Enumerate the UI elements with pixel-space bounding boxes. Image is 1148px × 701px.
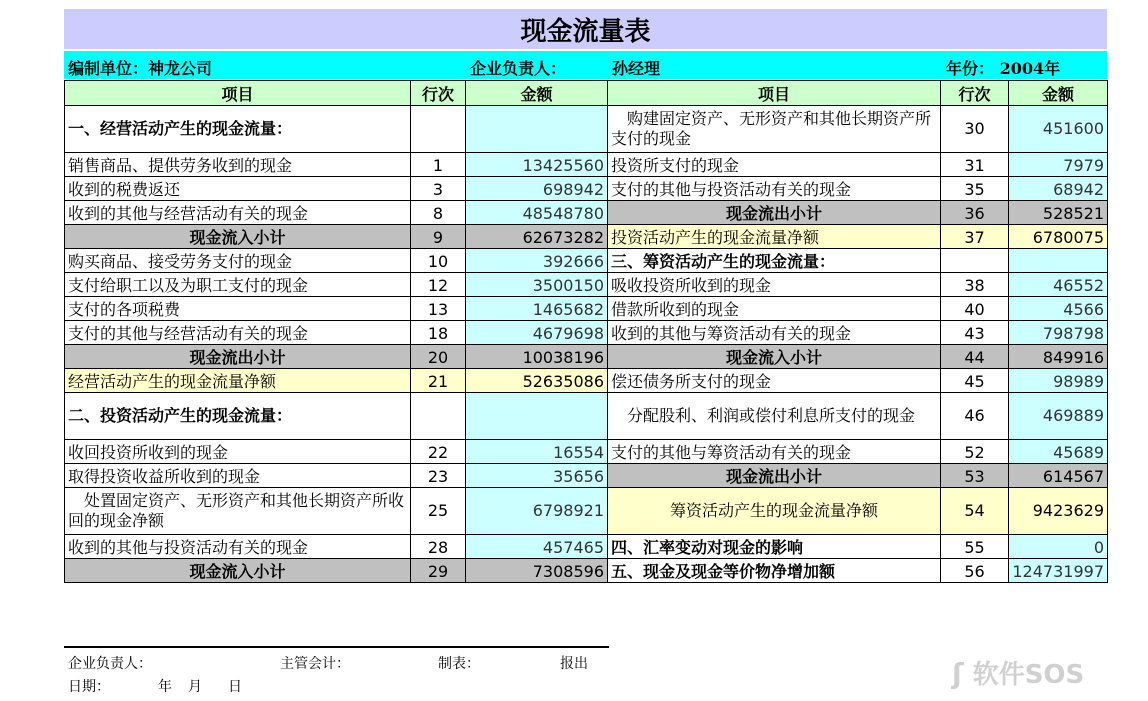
subtotal-label: 现金流入小计 xyxy=(65,225,411,249)
line-no: 28 xyxy=(411,535,466,559)
line-no: 40 xyxy=(941,297,1009,321)
footer-year: 年 xyxy=(158,679,172,695)
footer-report: 报出 xyxy=(560,656,588,672)
amount-cell[interactable]: 4566 xyxy=(1009,297,1108,321)
table-row xyxy=(65,535,1108,559)
table-header-row xyxy=(65,81,1108,106)
manager-name: 孙经理 xyxy=(612,59,661,78)
amount-cell[interactable] xyxy=(1009,249,1108,273)
item-cell: 支付的其他与投资活动有关的现金 xyxy=(608,177,941,201)
header-amount: 金额 xyxy=(1009,81,1108,106)
subtotal-amount: 10038196 xyxy=(466,345,608,369)
line-no: 36 xyxy=(941,201,1009,225)
amount-cell[interactable]: 48548780 xyxy=(466,201,608,225)
line-no: 22 xyxy=(411,440,466,464)
item-cell: 收到的税费返还 xyxy=(65,177,411,201)
table-row xyxy=(65,273,1108,297)
line-no: 9 xyxy=(411,225,466,249)
net-amount: 52635086 xyxy=(466,369,608,393)
subtotal-label: 现金流入小计 xyxy=(608,345,941,369)
line-no: 29 xyxy=(411,559,466,583)
line-no: 18 xyxy=(411,321,466,345)
subtotal-label: 现金流出小计 xyxy=(65,345,411,369)
section-heading: 三、筹资活动产生的现金流量： xyxy=(608,249,941,273)
report-title: 现金流量表 xyxy=(64,9,1107,49)
footer-accountant: 主管会计： xyxy=(280,656,350,672)
line-no: 45 xyxy=(941,369,1009,393)
net-amount: 9423629 xyxy=(1009,488,1108,535)
amount-cell[interactable]: 98989 xyxy=(1009,369,1108,393)
line-no: 31 xyxy=(941,153,1009,177)
table-row xyxy=(65,464,1108,488)
cash-flow-table xyxy=(64,80,1108,583)
line-no: 12 xyxy=(411,273,466,297)
watermark-text: 软件SOS xyxy=(972,660,1085,690)
subtotal-amount: 849916 xyxy=(1009,345,1108,369)
table-row xyxy=(65,106,1108,153)
line-no xyxy=(411,393,466,440)
amount-cell[interactable]: 16554 xyxy=(466,440,608,464)
amount-cell[interactable]: 1465682 xyxy=(466,297,608,321)
item-cell: 收到的其他与经营活动有关的现金 xyxy=(65,201,411,225)
amount-cell[interactable]: 124731997 xyxy=(1009,559,1108,583)
item-cell: 偿还债务所支付的现金 xyxy=(608,369,941,393)
line-no: 52 xyxy=(941,440,1009,464)
line-no: 13 xyxy=(411,297,466,321)
subtotal-amount: 614567 xyxy=(1009,464,1108,488)
manager-label: 企业负责人： xyxy=(470,59,567,78)
amount-cell[interactable]: 35656 xyxy=(466,464,608,488)
item-cell: 处置固定资产、无形资产和其他长期资产所收回的现金净额 xyxy=(65,488,411,535)
item-cell: 借款所收到的现金 xyxy=(608,297,941,321)
line-no: 53 xyxy=(941,464,1009,488)
line-no: 23 xyxy=(411,464,466,488)
subtotal-amount: 7308596 xyxy=(466,559,608,583)
header-item: 项目 xyxy=(65,81,411,106)
section-heading: 五、现金及现金等价物净增加额 xyxy=(608,559,941,583)
item-cell: 支付的其他与筹资活动有关的现金 xyxy=(608,440,941,464)
amount-cell[interactable]: 392666 xyxy=(466,249,608,273)
footer-day: 日 xyxy=(228,679,242,695)
line-no: 21 xyxy=(411,369,466,393)
item-cell: 购建固定资产、无形资产和其他长期资产所支付的现金 xyxy=(608,106,941,153)
header-item: 项目 xyxy=(608,81,941,106)
amount-cell[interactable] xyxy=(466,106,608,153)
item-cell: 支付的其他与经营活动有关的现金 xyxy=(65,321,411,345)
watermark-logo: ʃ 软件SOS xyxy=(952,657,1085,690)
section-heading: 一、经营活动产生的现金流量： xyxy=(65,106,411,153)
footer-manager: 企业负责人： xyxy=(68,656,152,672)
item-cell: 购买商品、接受劳务支付的现金 xyxy=(65,249,411,273)
item-cell: 支付给职工以及为职工支付的现金 xyxy=(65,273,411,297)
company-unit: 编制单位：神龙公司 xyxy=(68,59,213,78)
item-cell: 投资所支付的现金 xyxy=(608,153,941,177)
item-cell: 支付的各项税费 xyxy=(65,297,411,321)
table-row xyxy=(65,488,1108,535)
net-amount: 6780075 xyxy=(1009,225,1108,249)
table-row xyxy=(65,369,1108,393)
footer-divider xyxy=(64,646,609,648)
item-cell: 收回投资所收到的现金 xyxy=(65,440,411,464)
amount-cell[interactable]: 0 xyxy=(1009,535,1108,559)
amount-cell[interactable]: 798798 xyxy=(1009,321,1108,345)
amount-cell[interactable]: 3500150 xyxy=(466,273,608,297)
line-no: 56 xyxy=(941,559,1009,583)
amount-cell[interactable]: 469889 xyxy=(1009,393,1108,440)
line-no: 1 xyxy=(411,153,466,177)
line-no: 3 xyxy=(411,177,466,201)
amount-cell[interactable]: 451600 xyxy=(1009,106,1108,153)
line-no: 46 xyxy=(941,393,1009,440)
line-no: 38 xyxy=(941,273,1009,297)
line-no: 35 xyxy=(941,177,1009,201)
table-row xyxy=(65,201,1108,225)
item-cell: 收到的其他与投资活动有关的现金 xyxy=(65,535,411,559)
line-no: 20 xyxy=(411,345,466,369)
header-amount: 金额 xyxy=(466,81,608,106)
net-amount-label: 投资活动产生的现金流量净额 xyxy=(608,225,941,249)
item-cell: 销售商品、提供劳务收到的现金 xyxy=(65,153,411,177)
footer-date: 日期： xyxy=(68,679,110,695)
line-no xyxy=(411,106,466,153)
amount-cell[interactable]: 4679698 xyxy=(466,321,608,345)
item-cell: 收到的其他与筹资活动有关的现金 xyxy=(608,321,941,345)
item-cell: 吸收投资所收到的现金 xyxy=(608,273,941,297)
amount-cell[interactable]: 698942 xyxy=(466,177,608,201)
table-row xyxy=(65,440,1108,464)
line-no: 44 xyxy=(941,345,1009,369)
subtotal-label: 现金流出小计 xyxy=(608,464,941,488)
section-heading: 四、汇率变动对现金的影响 xyxy=(608,535,941,559)
line-no: 55 xyxy=(941,535,1009,559)
footer-month: 月 xyxy=(188,679,202,695)
section-heading: 二、投资活动产生的现金流量： xyxy=(65,393,411,440)
net-amount-label: 筹资活动产生的现金流量净额 xyxy=(608,488,941,535)
item-cell: 取得投资收益所收到的现金 xyxy=(65,464,411,488)
net-amount-label: 经营活动产生的现金流量净额 xyxy=(65,369,411,393)
amount-cell[interactable] xyxy=(466,393,608,440)
table-row xyxy=(65,177,1108,201)
amount-cell[interactable]: 6798921 xyxy=(466,488,608,535)
subtotal-label: 现金流入小计 xyxy=(65,559,411,583)
table-row xyxy=(65,297,1108,321)
table-row xyxy=(65,559,1108,583)
header-line: 行次 xyxy=(411,81,466,106)
line-no: 25 xyxy=(411,488,466,535)
line-no: 54 xyxy=(941,488,1009,535)
subtotal-amount: 62673282 xyxy=(466,225,608,249)
report-info-bar xyxy=(64,51,1107,79)
table-row xyxy=(65,345,1108,369)
line-no: 30 xyxy=(941,106,1009,153)
report-year: 年份： 2004年 xyxy=(946,59,1061,78)
amount-cell[interactable]: 68942 xyxy=(1009,177,1108,201)
subtotal-amount: 528521 xyxy=(1009,201,1108,225)
table-row xyxy=(65,153,1108,177)
item-cell: 分配股利、利润或偿付利息所支付的现金 xyxy=(608,393,941,440)
table-row xyxy=(65,225,1108,249)
subtotal-label: 现金流出小计 xyxy=(608,201,941,225)
line-no: 10 xyxy=(411,249,466,273)
amount-cell[interactable]: 7979 xyxy=(1009,153,1108,177)
line-no: 43 xyxy=(941,321,1009,345)
amount-cell[interactable]: 46552 xyxy=(1009,273,1108,297)
table-row xyxy=(65,321,1108,345)
header-line: 行次 xyxy=(941,81,1009,106)
line-no: 8 xyxy=(411,201,466,225)
line-no: 37 xyxy=(941,225,1009,249)
line-no xyxy=(941,249,1009,273)
table-row xyxy=(65,249,1108,273)
amount-cell[interactable]: 457465 xyxy=(466,535,608,559)
footer-preparer: 制表： xyxy=(438,656,480,672)
table-row xyxy=(65,393,1108,440)
amount-cell[interactable]: 13425560 xyxy=(466,153,608,177)
amount-cell[interactable]: 45689 xyxy=(1009,440,1108,464)
